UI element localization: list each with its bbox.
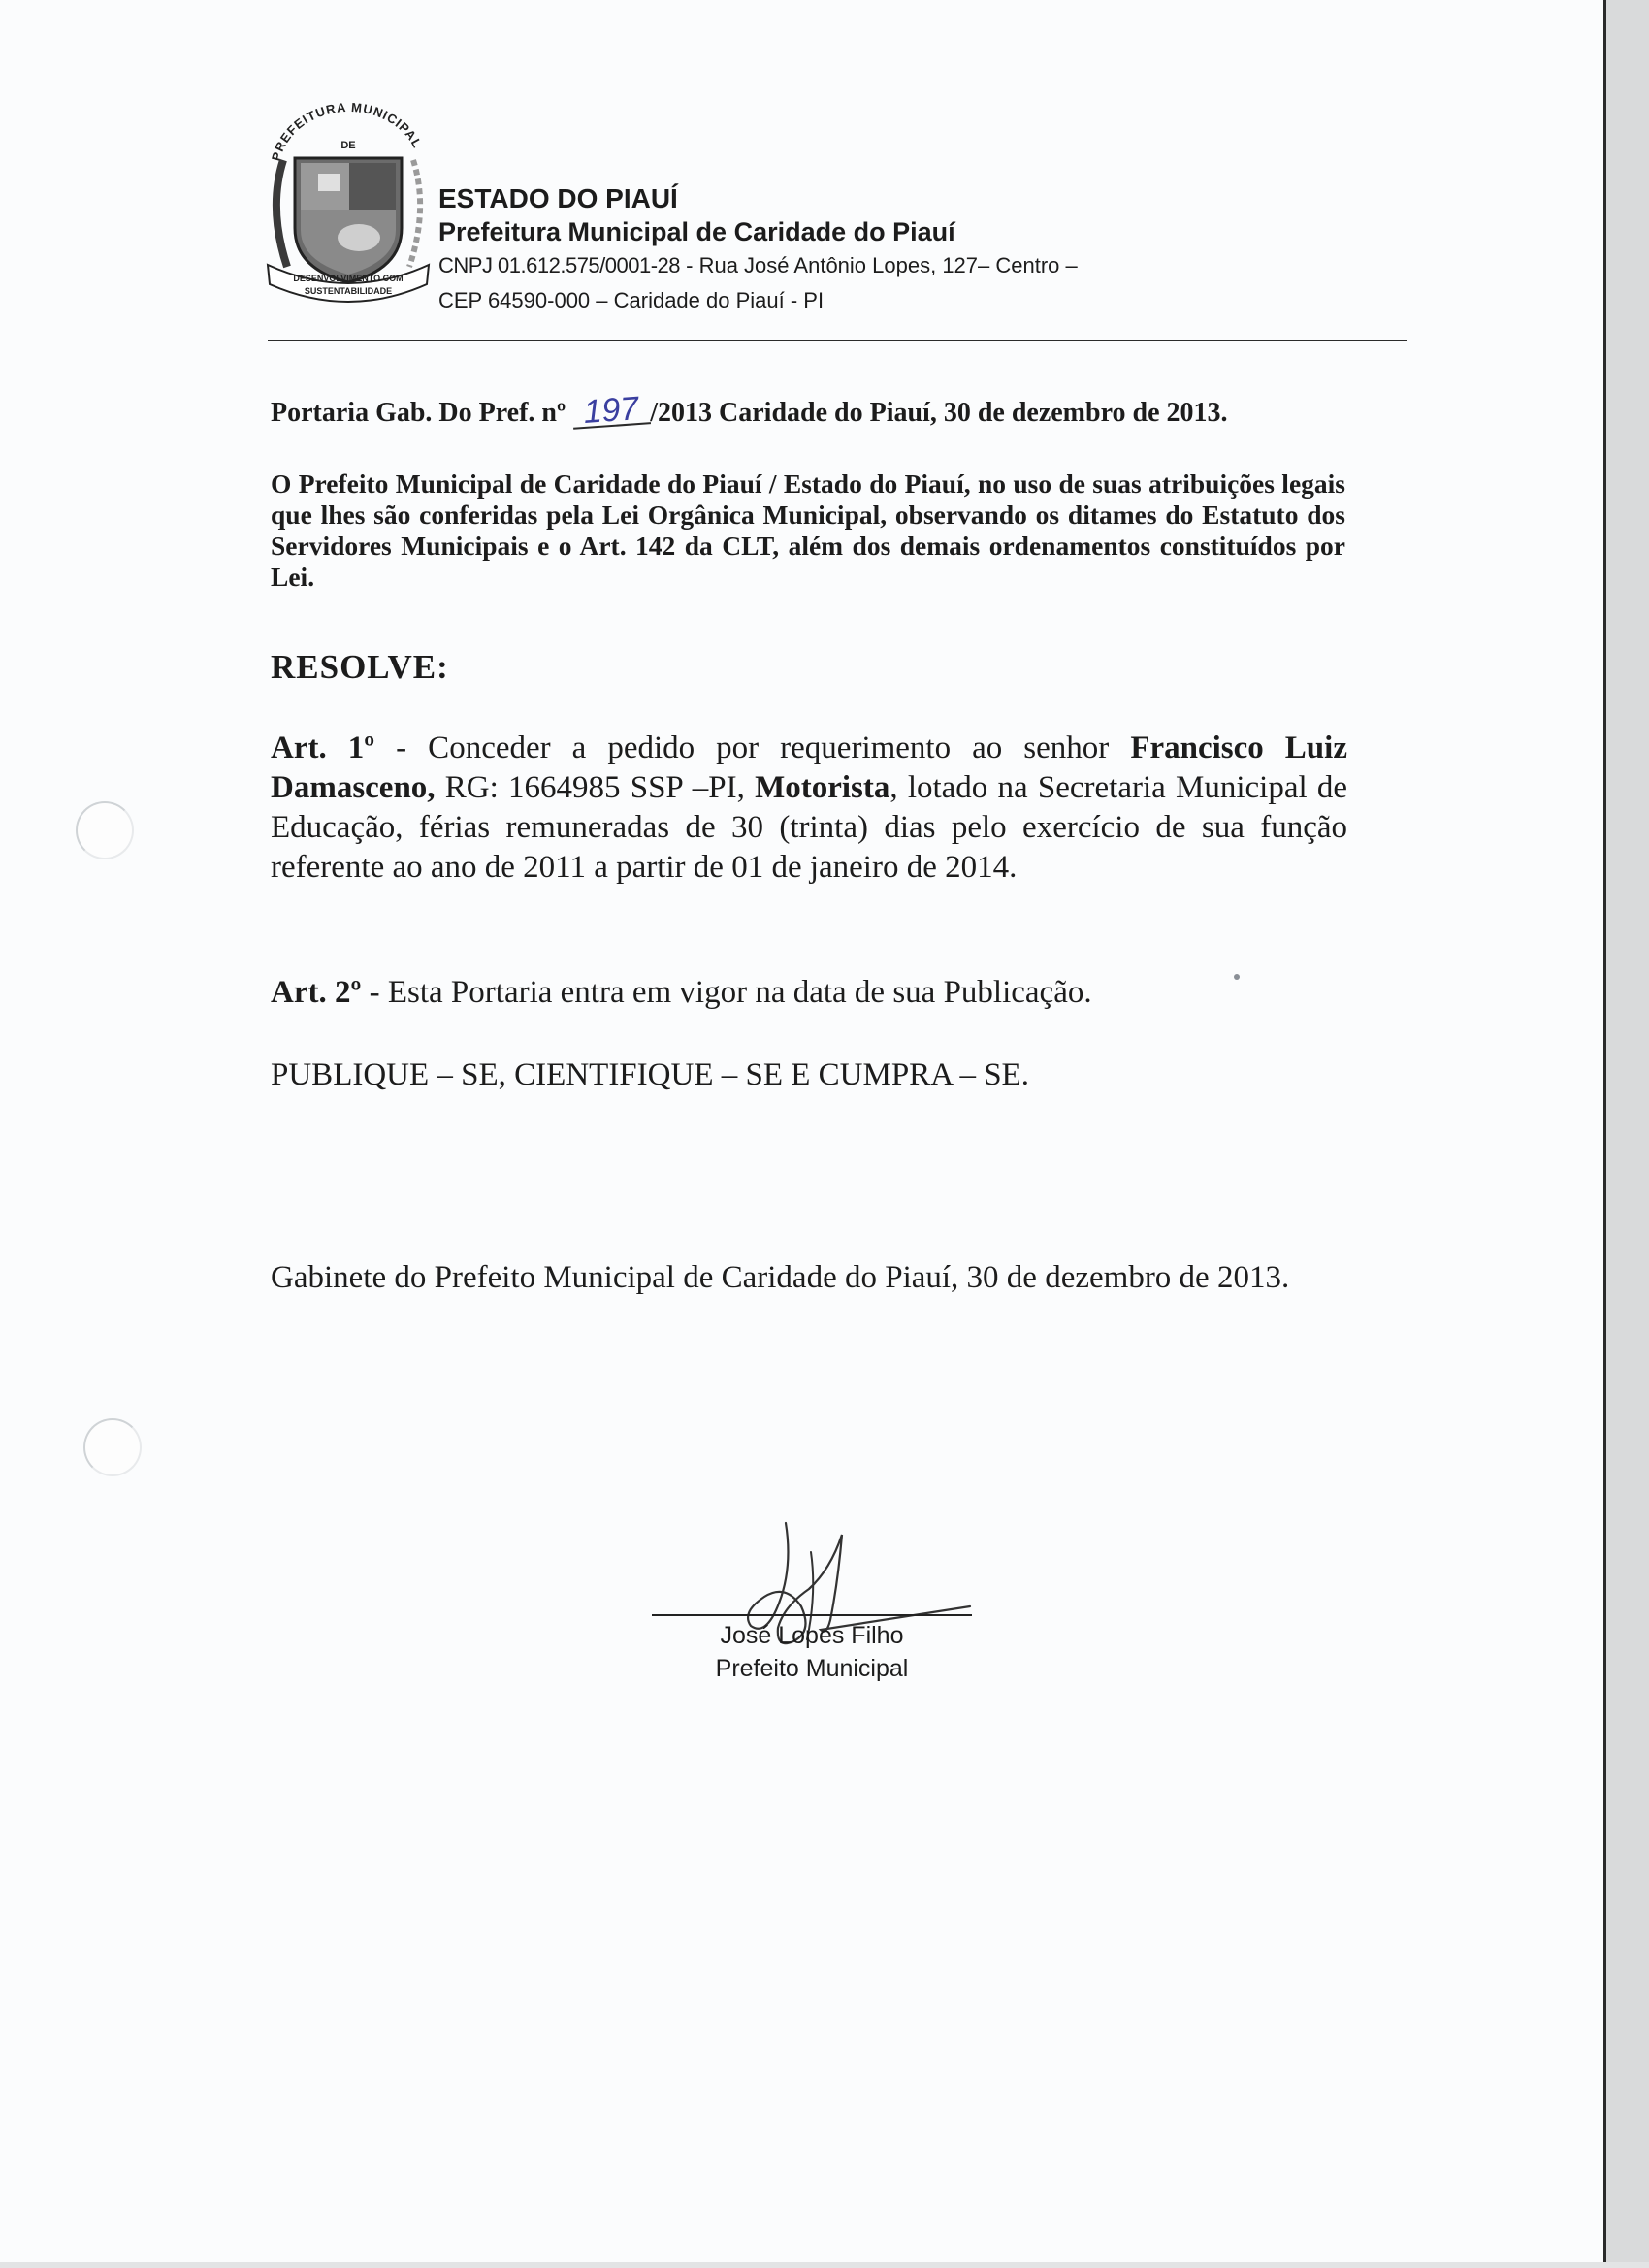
scan-bottom-edge — [0, 2262, 1649, 2268]
address-line — [438, 248, 1078, 283]
punch-hole — [83, 1418, 142, 1476]
article-1-text: - Conceder a pedido por requerimento ao senhor — [374, 730, 1131, 765]
seal-de-text: DE — [340, 140, 356, 151]
cep-line: CEP 64590-000 – Caridade do Piauí - PI — [438, 288, 824, 312]
prefeitura-name: Prefeitura Municipal de Caridade do Piauí — [438, 217, 955, 246]
scan-edge-line — [1603, 0, 1606, 2268]
employee-role: Motorista — [755, 770, 890, 805]
article-1-details: , lotado na Secretaria Municipal de Educação, férias remuneradas de 30 (trinta) dias pelo exercício de sua função referente ao ano de 2011 a partir de 01 de janeiro de 2014. — [271, 770, 1347, 885]
header-divider — [268, 340, 1406, 341]
seal-arc-text: PREFEITURA MUNICIPAL — [268, 102, 426, 163]
article-2 — [271, 973, 1347, 1013]
publique-line: PUBLIQUE – SE, CIENTIFIQUE – SE E CUMPRA – SE. — [271, 1057, 1029, 1092]
employee-name: Francisco Luiz Damasceno, — [271, 730, 1347, 805]
article-1-label: Art. 1º — [271, 730, 375, 765]
state-name: ESTADO DO PIAUÍ — [438, 183, 678, 213]
scan-right-edge — [1604, 0, 1649, 2268]
street-address: - Rua José Antônio Lopes, 127– Centro – — [680, 253, 1078, 277]
seal-banner-top: DESENVOLVIMENTO COM — [293, 274, 404, 283]
letterhead — [438, 182, 1078, 318]
portaria-title — [271, 390, 1228, 431]
portaria-prefix: Portaria Gab. Do Pref. nº — [271, 398, 573, 428]
portaria-suffix: /2013 Caridade do Piauí, 30 de dezembro de 2013. — [650, 398, 1228, 428]
municipal-seal — [262, 102, 435, 306]
article-2-text: - Esta Portaria entra em vigor na data de sua Publicação. — [361, 975, 1092, 1010]
signer-name: José Lopes Filho — [720, 1622, 904, 1649]
punch-hole — [76, 801, 134, 859]
article-2-label: Art. 2º — [271, 975, 362, 1010]
seal-banner-bottom: SUSTENTABILIDADE — [304, 286, 393, 296]
svg-text:PREFEITURA MUNICIPAL — [269, 102, 425, 162]
cnpj: CNPJ 01.612.575/0001-28 — [438, 253, 681, 277]
resolve-heading: RESOLVE: — [271, 648, 449, 686]
signer-title: Prefeito Municipal — [715, 1655, 909, 1682]
preamble-paragraph: O Prefeito Municipal de Caridade do Piauí / Estado do Piauí, no uso de suas atribuições legais que lhes são conferidas pela Lei Orgânica Municipal, observando os ditames do Estatuto dos Servidores Municipais e o Art. 142 da CLT, além dos demais ordenamentos constituídos por Lei. — [271, 469, 1345, 592]
employee-rg: RG: 1664985 SSP –PI, — [435, 770, 756, 805]
article-1 — [271, 729, 1347, 888]
signature-line — [652, 1614, 972, 1616]
closing-paragraph: Gabinete do Prefeito Municipal de Caridade do Piauí, 30 de dezembro de 2013. — [271, 1260, 1290, 1295]
portaria-number: 197 — [571, 393, 651, 430]
